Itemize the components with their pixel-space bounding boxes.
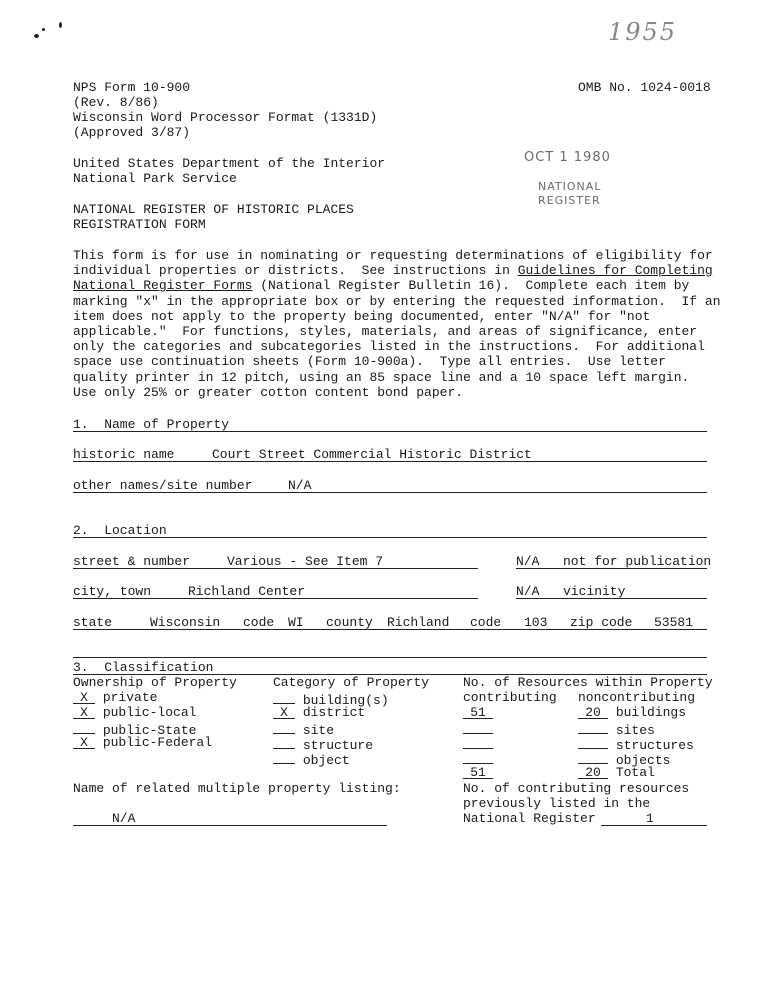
county-value[interactable]: Richland (387, 615, 450, 630)
ownership-public-state[interactable]: public-State (73, 720, 196, 738)
form-id-line-1: NPS Form 10-900 (73, 80, 191, 95)
ownership-public-federal[interactable]: X public-Federal (73, 735, 212, 750)
checkbox[interactable]: X (73, 705, 95, 719)
not-for-publication-label: not for publication (563, 554, 712, 569)
historic-name-value[interactable]: Court Street Commercial Historic District (212, 447, 532, 462)
previous-listed-line (601, 825, 707, 826)
county-code-label: code (470, 615, 502, 630)
checkbox[interactable] (273, 735, 295, 749)
instructions-paragraph: This form is for use in nominating or requesting determinations of eligibility for individual properties or districts. See instructions in Guidelines for Completing National Register Forms (National Register Bulletin 16). Complete each item by marking "x" in the appropriate box or by entering the requested information. If an item does not apply to the property being documented, enter "N/A" for "not applicable." For functions, styles, materials, and areas of significance, enter only the categories and subcategories listed in the instructions. For additional space use continuation sheets (Form 10-900a). Type all entries. Use letter quality printer in 12 pitch, using an 85 space line and a 10 space left margin. Use only 25% or greater cotton content bond paper. (73, 248, 721, 400)
received-stamp-line-2: REGISTER (538, 194, 601, 207)
category-site[interactable]: site (273, 720, 334, 738)
city-na-line (516, 598, 707, 599)
ownership-private[interactable]: X private (73, 690, 157, 705)
related-listing-line (73, 825, 387, 826)
category-title: Category of Property (273, 675, 430, 690)
resource-row-total (463, 765, 493, 780)
guidelines-link-cont: National Register Forms (73, 278, 253, 294)
section-1-rule (73, 431, 707, 432)
street-line (73, 568, 478, 569)
category-district[interactable]: X district (273, 705, 365, 720)
noncontributing-label: noncontributing (578, 690, 696, 705)
guidelines-link: Guidelines for Completing (517, 263, 713, 279)
state-code-value[interactable]: WI (288, 615, 304, 630)
category-structure[interactable]: structure (273, 735, 373, 753)
category-buildings[interactable]: building(s) (273, 690, 389, 708)
section-2-rule (73, 537, 707, 538)
previous-listed-value[interactable]: 1 (646, 811, 654, 826)
previous-listed-line-1: No. of contributing resources (463, 781, 690, 796)
contributing-count[interactable] (463, 735, 493, 749)
ownership-public-local[interactable]: X public-local (73, 705, 196, 720)
contributing-total[interactable]: 51 (463, 765, 493, 779)
noncontributing-count[interactable] (578, 735, 608, 749)
scan-speck (34, 34, 39, 38)
checkbox[interactable] (273, 720, 295, 734)
received-stamp-date: OCT 1 1980 (524, 150, 611, 165)
received-stamp-line-1: NATIONAL (538, 180, 602, 193)
contributing-count[interactable] (463, 750, 493, 764)
street-label: street & number (73, 554, 191, 569)
state-label: state (73, 615, 113, 630)
resource-row-sites-non: sites (578, 720, 655, 738)
state-value[interactable]: Wisconsin (150, 615, 221, 630)
zip-label: zip code (570, 615, 633, 630)
section-3-heading: 3. Classification (73, 660, 214, 675)
scan-speck (42, 28, 45, 31)
street-value[interactable]: Various - See Item 7 (227, 554, 384, 569)
state-line (73, 629, 707, 630)
form-title-line-1: NATIONAL REGISTER OF HISTORIC PLACES (73, 202, 354, 217)
checkbox[interactable]: X (73, 690, 95, 704)
noncontributing-total[interactable]: 20 (578, 765, 608, 779)
related-listing-value[interactable]: N/A (112, 811, 136, 826)
form-id-line-2: (Rev. 8/86) (73, 95, 159, 110)
checkbox[interactable] (273, 690, 295, 704)
checkbox[interactable]: X (73, 735, 95, 749)
previous-listed-line-2: previously listed in the (463, 796, 651, 811)
county-code-value[interactable]: 103 (524, 615, 548, 630)
section-2-heading: 2. Location (73, 523, 167, 538)
scan-speck (59, 22, 62, 28)
section-1-heading: 1. Name of Property (73, 417, 230, 432)
city-value[interactable]: Richland Center (188, 584, 306, 599)
street-na-value[interactable]: N/A (516, 554, 540, 569)
related-listing-label: Name of related multiple property listing: (73, 781, 401, 796)
category-object[interactable]: object (273, 750, 350, 768)
handwritten-note: 1955 (608, 18, 678, 46)
other-names-label: other names/site number (73, 478, 253, 493)
omb-number: OMB No. 1024-0018 (578, 80, 711, 95)
historic-name-label: historic name (73, 447, 175, 462)
resource-row-buildings-non: 20 buildings (578, 705, 686, 720)
zip-value[interactable]: 53581 (654, 615, 694, 630)
form-id-line-4: (Approved 3/87) (73, 125, 191, 140)
previous-listed-label: National Register (463, 811, 596, 826)
city-line (73, 598, 478, 599)
agency-line-1: United States Department of the Interior (73, 156, 386, 171)
contributing-count[interactable]: 51 (463, 705, 493, 719)
checkbox[interactable] (73, 720, 95, 734)
agency-line-2: National Park Service (73, 171, 237, 186)
state-code-label: code (243, 615, 275, 630)
resource-row-buildings (463, 705, 493, 720)
other-names-line (73, 492, 707, 493)
noncontributing-count[interactable] (578, 750, 608, 764)
contributing-count[interactable] (463, 720, 493, 734)
historic-name-line (73, 461, 707, 462)
checkbox[interactable]: X (273, 705, 295, 719)
resource-row-objects-non: objects (578, 750, 670, 768)
resource-row-structures-non: structures (578, 735, 694, 753)
ownership-title: Ownership of Property (73, 675, 237, 690)
form-title-line-2: REGISTRATION FORM (73, 217, 206, 232)
street-na-line (516, 568, 707, 569)
form-id-line-3: Wisconsin Word Processor Format (1331D) (73, 110, 378, 125)
resource-row-total-non: 20 Total (578, 765, 655, 780)
noncontributing-count[interactable]: 20 (578, 705, 608, 719)
county-label: county (326, 615, 373, 630)
vicinity-label: vicinity (563, 584, 626, 599)
city-na-value[interactable]: N/A (516, 584, 540, 599)
noncontributing-count[interactable] (578, 720, 608, 734)
city-label: city, town (73, 584, 152, 599)
resources-title: No. of Resources within Property (463, 675, 713, 690)
section-3-top-rule (73, 657, 707, 658)
other-names-value[interactable]: N/A (288, 478, 312, 493)
checkbox[interactable] (273, 750, 295, 764)
contributing-label: contributing (463, 690, 557, 705)
